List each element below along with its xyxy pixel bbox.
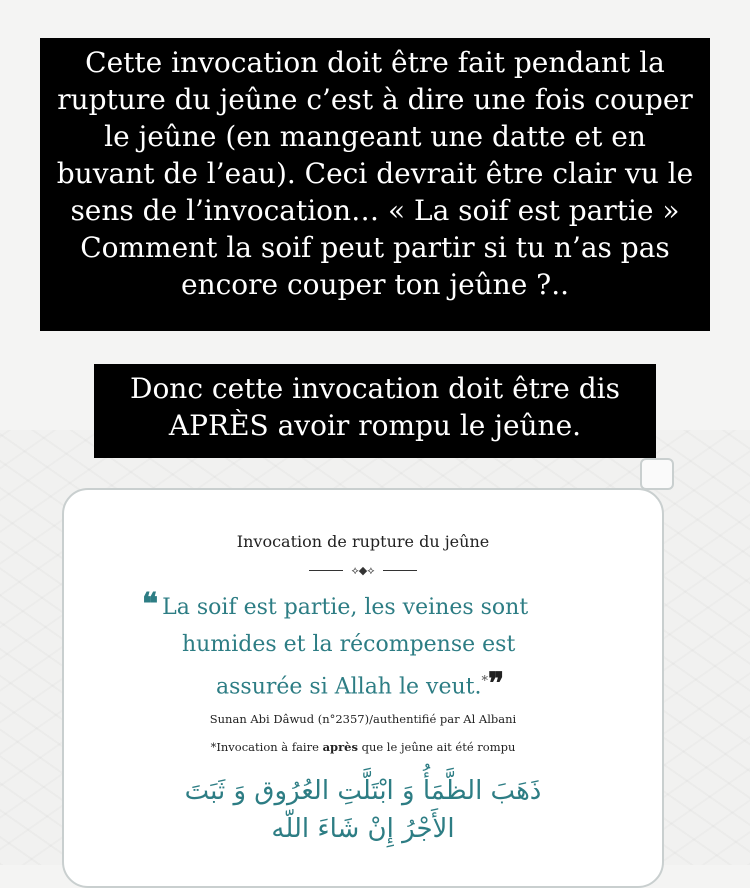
close-quote-icon: ❞ <box>487 666 505 702</box>
story-caption-top: Cette invocation doit être fait pendant la rupture du jeûne c’est à dire une fois couper le jeûne (en mangeant une datte et en buvant de l’eau). Ceci devrait être clair vu le sens de l’invocation… « La soif est partie » Comment la soif peut partir si tu n’as pas encore couper ton jeûne ?.. <box>40 38 710 331</box>
card-title: Invocation de rupture du jeûne <box>236 532 490 551</box>
quote-line-2: humides et la récompense est <box>182 632 516 657</box>
quote-line-1 <box>142 586 612 626</box>
ornament-knot: ⟡◆⟡ <box>351 563 375 577</box>
footnote-suffix: que le jeûne ait été rompu <box>357 740 516 754</box>
footnote-prefix: *Invocation à faire <box>210 740 323 754</box>
invocation-quote <box>142 586 612 705</box>
ornament-line-left <box>309 570 343 571</box>
ornament-line-right <box>383 570 417 571</box>
arabic-invocation <box>64 772 662 848</box>
footnote <box>64 740 662 754</box>
footnote-bold: après <box>322 740 358 754</box>
quote-text-3: assurée si Allah le veut. <box>216 674 482 700</box>
arabic-line-1: ذَهَبَ الظَّمَأُ وَ ابْتَلَّتِ العُرُوق وَ ثَبَتَ <box>184 776 542 806</box>
ornament-divider <box>64 560 662 577</box>
story-caption-bottom: Donc cette invocation doit être dis APRÈS avoir rompu le jeûne. <box>94 364 656 458</box>
quote-text-1: La soif est partie, les veines sont <box>162 595 529 620</box>
arabic-line-2: الأَجْرُ إِنْ شَاءَ اللّه <box>271 814 455 844</box>
invocation-card <box>62 488 664 888</box>
hadith-source: Sunan Abi Dâwud (n°2357)/authentifié par Al Albani <box>209 712 517 726</box>
card-corner-tab <box>640 458 674 490</box>
footnote-asterisk: * <box>481 674 488 689</box>
open-quote-icon: ❝ <box>142 587 159 622</box>
quote-line-3 <box>142 663 612 705</box>
